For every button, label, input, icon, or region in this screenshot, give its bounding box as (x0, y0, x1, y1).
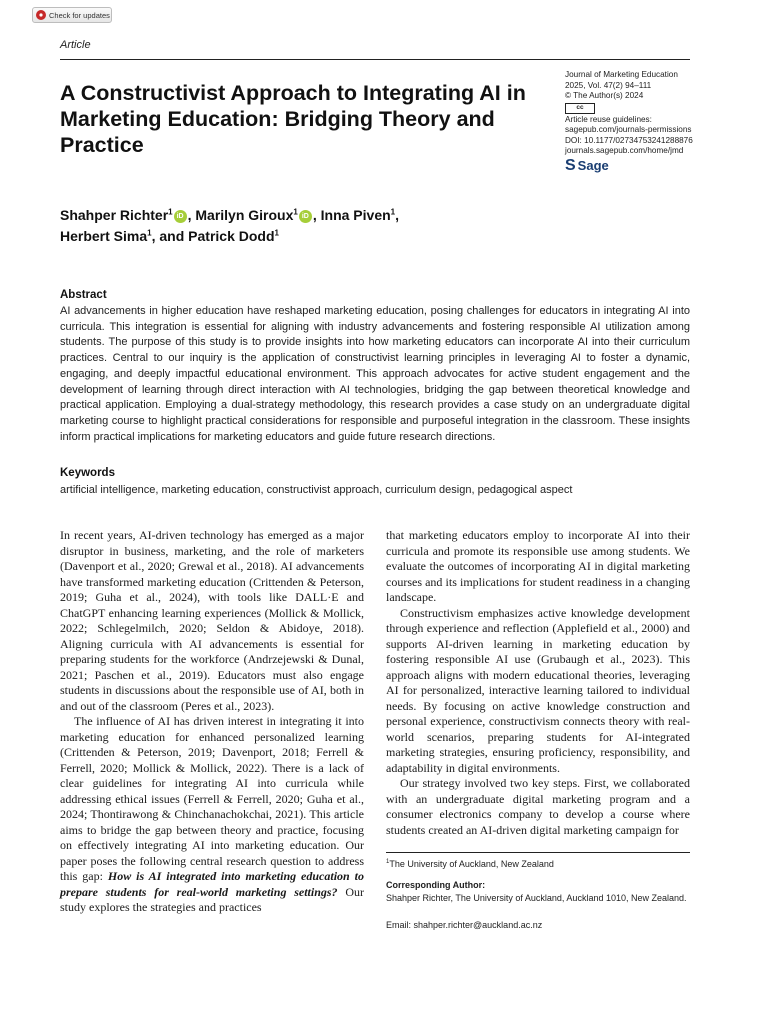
volume-line: 2025, Vol. 47(2) 94–111 (565, 80, 652, 90)
corresponding-email[interactable]: Email: shahper.richter@auckland.ac.nz (386, 920, 543, 930)
author-name[interactable]: Patrick Dodd (188, 228, 275, 244)
body-column-left (60, 528, 364, 916)
affiliation-footnote (386, 858, 690, 871)
abstract-text: AI advancements in higher education have reshaped marketing education, posing challenges for educators in integrating AI into curricula. This integration is essential for aligning with industry advancements and fostering responsible AI utilization among students. The purpose of this study is to provide insights into how marketing educators can incorporate AI into their curriculum practices. Central to our inquiry is the application of constructivist learning principles in leveraging AI to foster a dynamic, engaging, and deeply impactful educational environment. This approach advocates for active student engagement and the development of learning through direct interaction with AI technologies, bridging the gap between theoretical knowledge and practical application. Employing a dual-strategy methodology, this research provides a case study on an undergraduate digital marketing course to highlight practical considerations for responsible and purposeful integration in the classroom. These insights inform practical implications for marketing educators and guide future research directions. (60, 305, 690, 443)
abstract-heading: Abstract (60, 289, 107, 301)
body-paragraph (60, 714, 364, 916)
affiliation-mark: 1 (293, 207, 298, 217)
badge-label: Check for updates (49, 10, 110, 20)
body-text-run: The influence of AI has driven interest in integrating it into marketing education for enhanced personalized learning (Crittenden & Peterson, 2019; Davenport, 2018; Ferrell & Ferrell, 2020; Mollick & Mollick, 2022). There is a lack of clear guidelines for integrating AI into curricula while addressing ethical issues (Ferrell & Ferrell, 2020; Guha et al., 2024; Thontirawong & Chinchanachokchai, 2021). This article aims to bridge the gap between theory and practice, focusing on effectively integrating AI into marketing education. Our paper poses the following central research question to address this gap: (60, 714, 364, 883)
author-name[interactable]: Shahper Richter (60, 207, 169, 223)
publisher-logo (565, 156, 695, 174)
body-paragraph: Our strategy involved two key steps. First, we collaborated with an undergraduate digital marketing program and a consumer electronics company to develop a course where students created an AI-driven digital marketing campaign for (386, 776, 690, 837)
affiliation-mark: 1 (147, 228, 152, 238)
orcid-icon[interactable]: iD (174, 210, 187, 223)
author-name[interactable]: Inna Piven (320, 207, 391, 223)
author-name[interactable]: Marilyn Giroux (195, 207, 294, 223)
author-separator: , and (151, 228, 189, 244)
header-rule (60, 59, 690, 60)
affiliation-mark: 1 (274, 228, 279, 238)
author-separator: , (187, 207, 196, 223)
article-type-label: Article (60, 39, 91, 51)
author-name[interactable]: Herbert Sima (60, 228, 148, 244)
copyright-line: © The Author(s) 2024 (565, 91, 644, 100)
affiliation-mark: 1 (168, 207, 173, 217)
check-for-updates-badge[interactable] (32, 7, 112, 23)
body-text-run: Our study explores the strategies and practices (60, 884, 364, 914)
orcid-icon[interactable]: iD (299, 210, 312, 223)
journal-name: Journal of Marketing Education (565, 70, 678, 79)
footnote-rule (386, 852, 690, 853)
corresponding-author-heading: Corresponding Author: (386, 880, 486, 890)
doi-link[interactable]: DOI: 10.1177/02734753241288876 (565, 135, 693, 145)
reuse-label: Article reuse guidelines: (565, 114, 652, 124)
article-title: A Constructivist Approach to Integrating AI in Marketing Education: Bridging Theory and Practice (60, 81, 526, 157)
reuse-link[interactable]: sagepub.com/journals-permissions (565, 125, 692, 134)
author-list (60, 205, 500, 247)
body-column-right (386, 528, 690, 838)
author-separator: , (395, 207, 400, 223)
body-paragraph: that marketing educators employ to incorporate AI into their curricula and promote its responsible use among students. We evaluate the outcomes of incorporating AI in digital marketing courses and its implications for student readiness in a changing landscape. (386, 528, 690, 604)
footnote-mark: 1 (386, 859, 390, 865)
keywords-heading: Keywords (60, 467, 115, 479)
corresponding-author-text: Shahper Richter, The University of Auckland, Auckland 1010, New Zealand. (386, 893, 687, 903)
publisher-name: Sage (577, 157, 609, 173)
cc-license-icon: cc (565, 103, 595, 114)
body-paragraph: Constructivism emphasizes active knowledge development through experience and reflection (Applefield et al., 2000) and supports AI-driven learning in marketing education by fostering responsible AI use (Grubaugh et al., 2023). This approach aligns with modern educational theories, leveraging AI for personalized, interactive learning tailored to individual needs. By focusing on active knowledge construction and personal experience, constructivism connects theory with real-world scenarios, preparing students for AI-integrated marketing strategies, ensuring proficiency, responsibility, and adaptability in digital environments. (386, 605, 690, 775)
journal-meta (565, 70, 695, 174)
journal-home-link[interactable]: journals.sagepub.com/home/jmd (565, 146, 684, 155)
keywords-text: artificial intelligence, marketing education, constructivist approach, curriculum design, pedagogical aspect (60, 484, 573, 496)
research-question: How is AI integrated into marketing education to prepare students for real-world marketing settings? (60, 869, 364, 899)
affiliation-text: The University of Auckland, New Zealand (389, 859, 554, 869)
body-paragraph: In recent years, AI-driven technology has emerged as a major disruptor in business, marketing, and the role of marketers (Davenport et al., 2020; Grewal et al., 2018). AI advancements have transformed marketing education (Crittenden & Peterson, 2019; Guha et al., 2024), with tools like DALL·E and ChatGPT enhancing learning experiences (Mollick & Mollick, 2022; Schlegelmilch, 2020; Seldon & Abidoye, 2018). Aligning curricula with AI advancements is essential for preparing students for the workforce (Andrzejewski & Dunal, 2021; Paschen et al., 2019). Educators must also engage students in discussions about the responsible use of AI, both in and out of the classroom (Peres et al., 2023). (60, 528, 364, 713)
author-separator: , (312, 207, 321, 223)
sage-logo-icon: S (565, 156, 576, 174)
affiliation-mark: 1 (390, 207, 396, 217)
update-check-icon (36, 10, 46, 20)
